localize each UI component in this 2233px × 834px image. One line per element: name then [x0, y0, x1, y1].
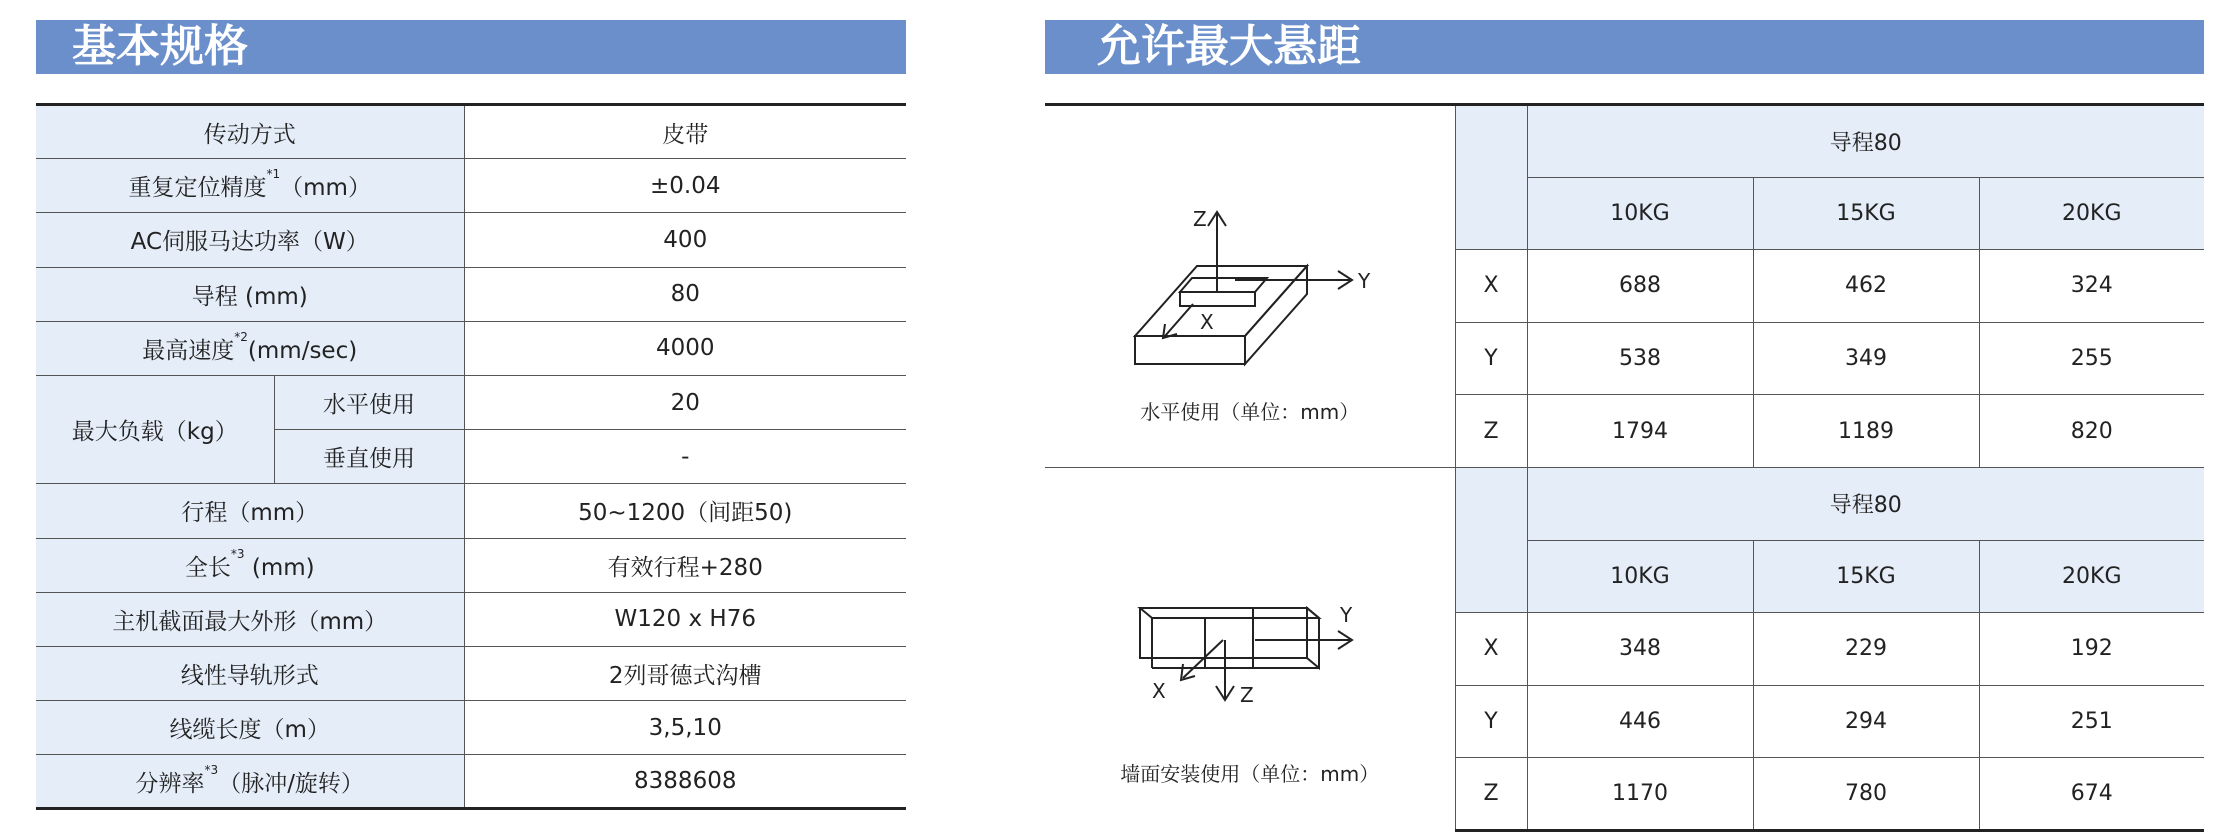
spec-row-repeatability [36, 159, 906, 213]
overhang-value: 1794 [1527, 395, 1753, 468]
axis-z-label: Z [1193, 207, 1207, 231]
spec-value: 8388608 [464, 755, 906, 809]
overhang-table-horizontal [1045, 103, 2204, 467]
spec-value: - [464, 430, 906, 484]
axis-label: Y [1455, 685, 1527, 758]
spec-label: AC伺服马达功率（W） [36, 213, 464, 267]
load-header: 20KG [1979, 540, 2204, 613]
axis-header-blank [1455, 105, 1527, 250]
spec-label: 全长$^{*3}$ (mm) [36, 538, 464, 592]
load-header: 15KG [1753, 177, 1979, 250]
load-header: 10KG [1527, 540, 1753, 613]
overhang-value: 255 [1979, 322, 2204, 395]
spec-row-max-speed [36, 321, 906, 375]
spec-label: 线性导轨形式 [36, 646, 464, 700]
overhang-value: 251 [1979, 685, 2204, 758]
load-header: 10KG [1527, 177, 1753, 250]
basic-spec-table [36, 103, 906, 810]
spec-value: 20 [464, 375, 906, 429]
overhang-value: 349 [1753, 322, 1979, 395]
overhang-value: 294 [1753, 685, 1979, 758]
overhang-value: 780 [1753, 758, 1979, 831]
spec-row-section [36, 592, 906, 646]
spec-value: 有效行程+280 [464, 538, 906, 592]
axis-header-blank [1455, 468, 1527, 613]
load-header: 20KG [1979, 177, 2204, 250]
overhang-value: 820 [1979, 395, 2204, 468]
wall-caption: 墙面安装使用（单位：mm） [1120, 762, 1380, 786]
spec-value: W120 x H76 [464, 592, 906, 646]
overhang-value: 229 [1753, 613, 1979, 686]
spec-label: 导程 (mm) [36, 267, 464, 321]
spec-label: 最高速度$^{*2}$(mm/sec) [36, 321, 464, 375]
overhang-value: 674 [1979, 758, 2204, 831]
spec-label: 分辨率$^{*3}$（脉冲/旋转） [36, 755, 464, 809]
spec-label: 线缆长度（m） [36, 701, 464, 755]
spec-value: 3,5,10 [464, 701, 906, 755]
horizontal-diagram-cell [1045, 105, 1455, 468]
spec-value: ±0.04 [464, 159, 906, 213]
overhang-value: 462 [1753, 250, 1979, 323]
axis-y-label: Y [1340, 603, 1353, 627]
overhang-value: 324 [1979, 250, 2204, 323]
max-overhang-title: 允许最大悬距 [1045, 20, 2204, 74]
spec-label: 传动方式 [36, 105, 464, 159]
basic-spec-title: 基本规格 [36, 20, 906, 74]
axis-label: X [1455, 613, 1527, 686]
spec-row-stroke [36, 484, 906, 538]
horizontal-mount-diagram [1045, 166, 1455, 426]
overhang-value: 1170 [1527, 758, 1753, 831]
axis-label: X [1455, 250, 1527, 323]
overhang-value: 688 [1527, 250, 1753, 323]
spec-value: 80 [464, 267, 906, 321]
spec-row-total-length [36, 538, 906, 592]
axis-label: Z [1455, 395, 1527, 468]
spec-row-max-load-horizontal [36, 375, 906, 429]
horizontal-caption: 水平使用（单位：mm） [1140, 400, 1360, 424]
spec-value: 2列哥德式沟槽 [464, 646, 906, 700]
spec-row-motor [36, 213, 906, 267]
spec-row-rail [36, 646, 906, 700]
overhang-value: 192 [1979, 613, 2204, 686]
spec-row-cable [36, 701, 906, 755]
spec-sublabel: 垂直使用 [274, 430, 464, 484]
spec-value: 50~1200（间距50) [464, 484, 906, 538]
spec-label: 主机截面最大外形（mm） [36, 592, 464, 646]
axis-label: Y [1455, 322, 1527, 395]
axis-x-label: X [1152, 679, 1166, 703]
spec-label: 最大负载（kg） [36, 375, 274, 483]
spec-row-resolution [36, 755, 906, 809]
load-header: 15KG [1753, 540, 1979, 613]
axis-z-label: Z [1240, 683, 1254, 707]
overhang-table-wall [1045, 467, 2204, 832]
spec-value: 400 [464, 213, 906, 267]
spec-label: 行程（mm） [36, 484, 464, 538]
axis-y-label: Y [1358, 269, 1371, 293]
spec-sublabel: 水平使用 [274, 375, 464, 429]
overhang-value: 1189 [1753, 395, 1979, 468]
overhang-value: 348 [1527, 613, 1753, 686]
axis-x-label: X [1200, 310, 1214, 334]
wall-mount-diagram [1045, 598, 1455, 758]
lead-header: 导程80 [1527, 468, 2204, 541]
spec-label: 重复定位精度$^{*1}$（mm） [36, 159, 464, 213]
lead-header: 导程80 [1527, 105, 2204, 178]
spec-row-drive [36, 105, 906, 159]
axis-label: Z [1455, 758, 1527, 831]
spec-value: 皮带 [464, 105, 906, 159]
overhang-value: 538 [1527, 322, 1753, 395]
wall-diagram-cell [1045, 468, 1455, 831]
spec-value: 4000 [464, 321, 906, 375]
spec-row-lead [36, 267, 906, 321]
overhang-value: 446 [1527, 685, 1753, 758]
